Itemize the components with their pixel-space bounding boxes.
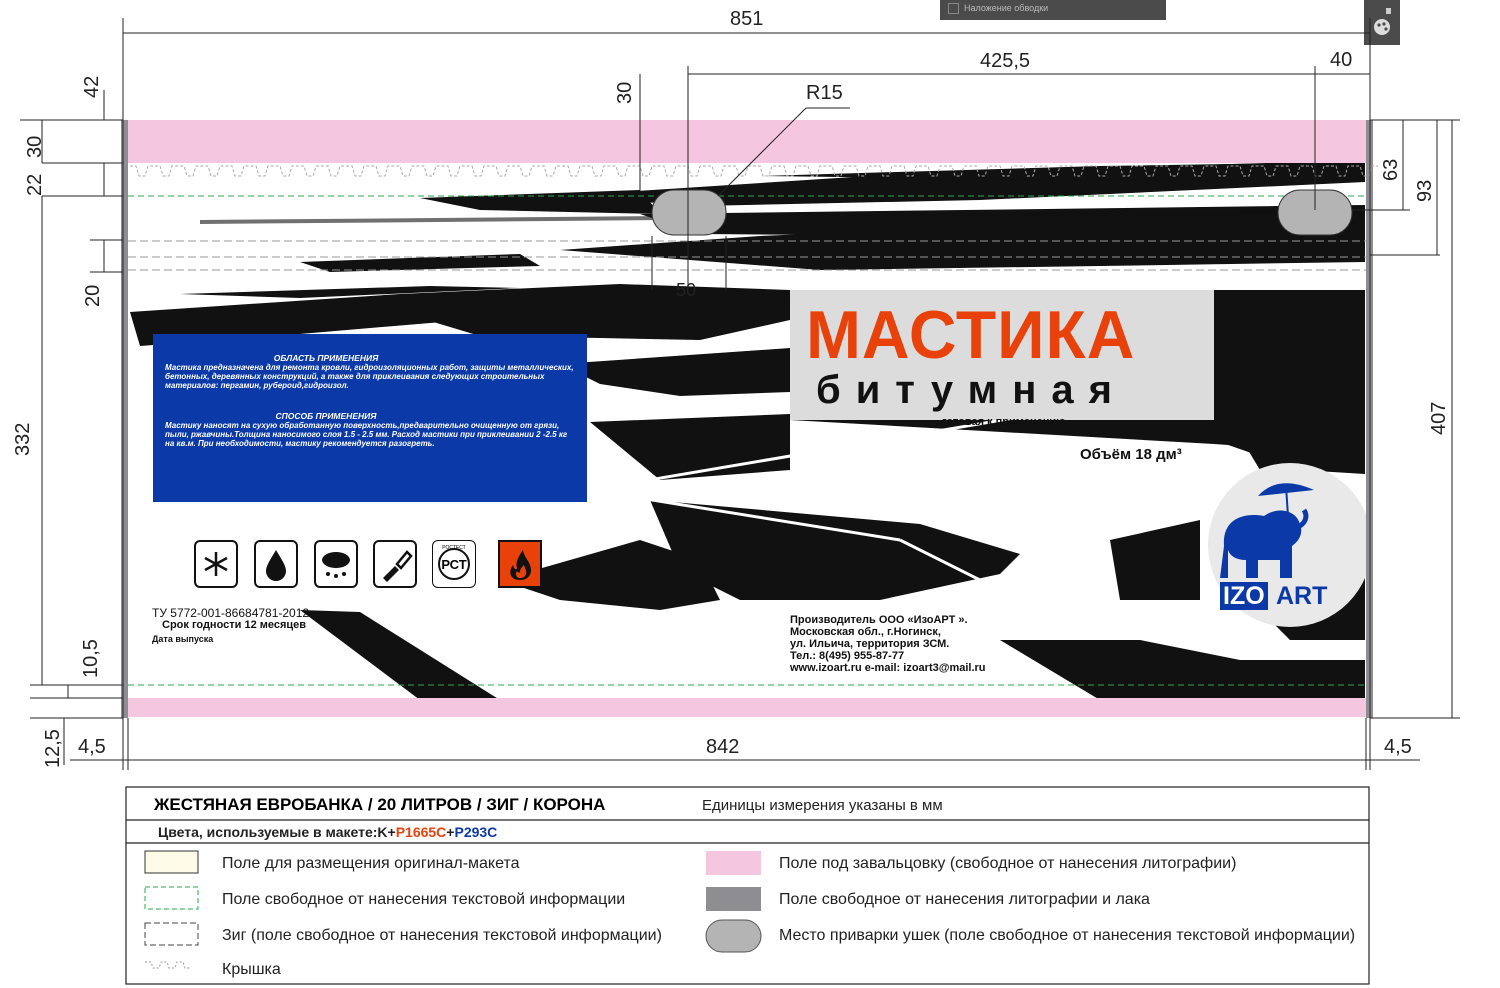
units-note: Единицы измерения указаны в мм <box>702 797 943 814</box>
dim-right-offset: 40 <box>1330 49 1353 71</box>
legend-free-edge: Поле свободное от нанесения литографии и лака <box>779 891 1150 908</box>
dim-bottom-842: 842 <box>706 736 740 758</box>
logo-izo-text: IZO <box>1220 582 1268 610</box>
logo-art-text: ART <box>1276 582 1328 610</box>
certification-mark-icon <box>432 540 476 588</box>
maker-line-1: Производитель ООО «ИзоАРТ ». <box>790 614 968 626</box>
elephant-umbrella-icon <box>1218 476 1338 586</box>
method-text: Мастику наносят на сухую обработанную поверхность,предварительно очищенную от грязи, пыли, ржавчины.Толщина наносимого слоя 1.5 - 2.5 мм. Расход мастики при приклеивании 2 -2.5 кг на кв.м. При необходимости, мастику рекомендуется разогреть. <box>165 421 568 448</box>
swatch-artwork <box>145 851 198 873</box>
seam-band-bottom <box>128 698 1366 717</box>
usage-heading: ОБЛАСТЬ ПРИМЕНЕНИЯ <box>273 353 379 363</box>
title-block-frame <box>126 787 1369 984</box>
dim-lug-width: 50 <box>676 280 697 300</box>
svg-text:РОСТЕСТ: РОСТЕСТ <box>442 545 466 551</box>
dim-left-332: 332 <box>12 422 34 456</box>
dim-right-407: 407 <box>1428 401 1450 435</box>
overlay-label: Наложение обводки <box>964 3 1049 13</box>
colors-label: Цвета, используемые в макете: <box>158 824 378 840</box>
legend-seam: Поле под завальцовку (свободное от нанесения литографии) <box>779 855 1237 872</box>
rain-cloud-icon <box>314 540 358 588</box>
legend-artwork: Поле для размещения оригинал-макета <box>222 855 520 872</box>
manufacturer-info <box>790 614 986 674</box>
izoart-logo <box>1218 476 1338 616</box>
product-subtitle: битумная <box>816 368 1127 412</box>
lug-weld-left <box>652 190 726 235</box>
swatch-text-free <box>145 887 198 909</box>
legend-text-free: Поле свободное от нанесения текстовой информации <box>222 891 626 908</box>
dim-top-offset-30: 30 <box>614 81 636 104</box>
shelf-life: Срок годности 12 месяцев <box>162 619 307 631</box>
ready-to-use: готовая к применению <box>942 416 1066 428</box>
dim-half-width: 425,5 <box>980 50 1031 72</box>
dim-radius: R15 <box>806 82 843 104</box>
method-heading: СПОСОБ ПРИМЕНЕНИЯ <box>275 411 377 421</box>
dim-right-63: 63 <box>1380 158 1402 181</box>
color-blue: P293C <box>454 824 498 840</box>
spec-code: ТУ 5772-001-86684781-2012 <box>152 606 310 620</box>
swatch-crown <box>145 962 191 968</box>
maker-line-3: ул. Ильича, территория ЗСМ. <box>790 638 950 650</box>
swatch-lug <box>706 920 761 952</box>
liquid-drop-icon <box>254 540 298 588</box>
volume-text: Объём 18 дм³ <box>1080 446 1182 463</box>
legend-lug: Место приварки ушек (поле свободное от нанесения текстовой информации) <box>779 927 1356 944</box>
legend-zig: Зиг (поле свободное от нанесения текстовой информации) <box>222 927 662 944</box>
maker-line-2: Московская обл., г.Ногинск, <box>790 626 941 638</box>
usage-text: Мастика предназначена для ремонта кровли, гидроизоляционных работ, защиты металлических, бетонных, деревянных конструкций, а также для приклеивания следующих строительных материалов: пергамин, рубероид,гидроизол. <box>165 363 574 390</box>
date-label: Дата выпуска <box>152 634 214 644</box>
swatch-zig <box>145 923 198 945</box>
swatch-free-edge <box>706 887 761 911</box>
dim-bottom-4-5-right: 4,5 <box>1384 736 1412 758</box>
dim-total-width: 851 <box>730 8 764 30</box>
color-orange: P1665C <box>395 824 447 840</box>
maker-line-4: Тел.: 8(495) 955-87-77 <box>790 650 905 662</box>
dim-left-42: 42 <box>81 75 103 98</box>
swatch-seam <box>706 851 761 875</box>
flammable-icon <box>498 540 542 588</box>
dim-left-20: 20 <box>82 284 104 307</box>
product-title: МАСТИКА <box>806 297 1136 373</box>
maker-line-5: www.izoart.ru e-mail: izoart3@mail.ru <box>790 662 986 674</box>
frost-protect-icon <box>194 540 238 588</box>
color-plus: + <box>446 824 455 840</box>
color-k: K+ <box>377 824 396 840</box>
colors-line <box>158 824 497 840</box>
brush-icon <box>373 540 417 588</box>
svg-text:РСТ: РСТ <box>441 557 467 572</box>
seam-band-top <box>128 120 1366 163</box>
legend-crown: Крышка <box>222 961 281 978</box>
dim-left-12-5: 12,5 <box>42 729 64 768</box>
dim-left-30: 30 <box>24 135 46 158</box>
usage-info-box <box>153 334 587 502</box>
dim-right-93: 93 <box>1414 179 1436 202</box>
dim-left-22: 22 <box>24 173 46 196</box>
dim-bottom-4-5-left: 4,5 <box>78 736 106 758</box>
dim-left-10-5: 10,5 <box>80 639 102 678</box>
can-type-title: ЖЕСТЯНАЯ ЕВРОБАНКА / 20 ЛИТРОВ / ЗИГ / КОРОНА <box>154 795 606 814</box>
